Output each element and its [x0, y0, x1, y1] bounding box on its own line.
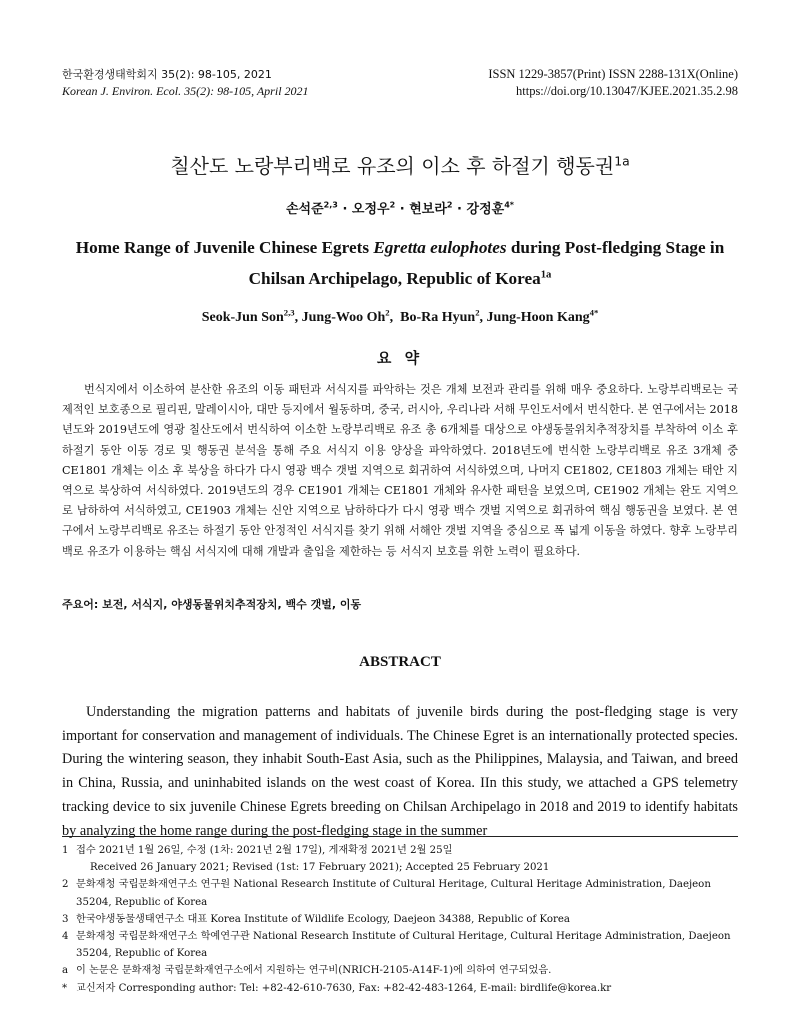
- footnote-4: 4 문화재청 국립문화재연구소 학예연구관 National Research Institute of Cultural Heritage, Cultural Heritage Administration, Daejeon 35204, Republic of Korea: [62, 931, 731, 960]
- footnote-3: 3 한국야생동물생태연구소 대표 Korea Institute of Wildlife Ecology, Daejeon 34388, Republic of Korea: [62, 913, 570, 925]
- journal-citation-ko: 한국환경생태학회지 35(2): 98-105, 2021: [62, 68, 272, 81]
- title-korean: [0, 150, 800, 179]
- abstract-english-text: Understanding the migration patterns and habitats of juvenile birds during the post-fledging stage is very important for conservation and management of individuals. The Chinese Egret is an internationally protected species. During the wintering season, they inhabit South-East Asia, such as the Philippines, Malaysia, and Taiwan, and breed in China, Russia, and uninhabited islands on the west coast of Korea. IIn this study, we attached a GPS telemetry tracking device to six juvenile Chinese Egrets breeding on Chilsan Archipelago in 2018 and 2019 to identify habitats by analyzing the home range during the post-fledging stage in the summer: [62, 704, 738, 839]
- title-korean-sup: 1a: [614, 153, 630, 169]
- issn-doi-header: [488, 66, 738, 100]
- author-en: Jung-Hoon Kang$^{4*}$: [486, 307, 599, 325]
- author-en: Jung-Woo Oh$^2$: [301, 307, 390, 325]
- abstract-korean-text: 번식지에서 이소하여 분산한 유조의 이동 패턴과 서식지를 파악하는 것은 개체 보전과 관리를 위해 매우 중요하다. 노랑부리백로는 국제적인 보호종으로 필리핀, 말레이시아, 대만 등지에서 월동하며, 중국, 러시아, 우리나라 서해 무인도서에서 번식한다. 본 연구에서는 2018년도와 2019년도에 영광 칠산도에서 번식하여 이소한 노랑부리백로 유조 총 6개체를 대상으로 야생동물위치추적장치를 부착하여 이소 후 하절기 동안 이동 경로 및 행동권 분석을 통해 주요 서식지 이용 양상을 파악하였다. 2018년도에 번식한 노랑부리백로 유조 3개체 중 CE1801 개체는 이소 후 북상을 하다가 다시 영광 백수 갯벌 지역으로 회귀하여 서식하였으며, 나머지 CE1802, CE1803 개체는 태안 지역으로 북상하여 서식하였다. 2019년도의 경우 CE1901 개체는 CE1801 개체와 유사한 패턴을 보였으며, CE1902 개체는 완도 지역으로 남하하여 서식하였고, CE1903 개체는 신안 지역으로 남하하다가 다시 영광 백수 갯벌 지역으로 회귀하여 핵심 행동권을 보였다. 본 연구에서 노랑부리백로 유조는 하절기 동안 안정적인 서식지를 찾기 위해 서해안 갯벌 지역을 중심으로 폭 넓게 이동을 하였다. 향후 노랑부리백로 유조가 이용하는 핵심 서식지에 대해 개발과 출입을 제한하는 등 서식지 보호를 위한 노력이 필요하다.: [62, 383, 738, 558]
- author-en: Bo-Ra Hyun$^2$: [400, 307, 480, 325]
- author-separator: ·: [337, 202, 352, 217]
- abstract-korean-heading: 요 약: [376, 349, 424, 367]
- journal-header: [62, 66, 309, 100]
- author-separator: ·: [452, 202, 467, 217]
- species-name: Egretta eulophotes: [373, 238, 507, 257]
- issn: ISSN 1229-3857(Print) ISSN 2288-131X(Online): [488, 67, 738, 81]
- footnote-2: 2 문화재청 국립문화재연구소 연구원 National Research Institute of Cultural Heritage, Cultural Heritage Administration, Daejeon 35204, Republic of Korea: [62, 879, 711, 908]
- footnote-a: a 이 논문은 문화재청 국립문화재연구소에서 지원하는 연구비(NRICH-2105-A14F-1)에 의하여 연구되었음.: [62, 965, 552, 977]
- abstract-english-heading: ABSTRACT: [359, 654, 441, 670]
- journal-citation-en: Korean J. Environ. Ecol. 35(2): 98-105, April 2021: [62, 84, 309, 98]
- footnotes: [62, 842, 738, 997]
- authors-english: Seok-Jun Son$^{2,3}$, Jung-Woo Oh$^2$, Bo-Ra Hyun$^2$, Jung-Hoon Kang$^{4*}$: [201, 307, 599, 325]
- author-separator: ·: [395, 202, 410, 217]
- footnote-corresponding: * 교신저자 Corresponding author: Tel: +82-42-610-7630, Fax: +82-42-483-1264, E-mail: birdlife@korea.kr: [62, 982, 612, 994]
- footnote-divider: [62, 836, 738, 837]
- title-korean-text: 칠산도 노랑부리백로 유조의 이소 후 하절기 행동권: [170, 154, 615, 178]
- footnote-1: 1 접수 2021년 1월 26일, 수정 (1차: 2021년 2월 17일), 게재확정 2021년 2월 25일 Received 26 January 2021; Revised (1st: 17 February 2021); Accepted 25 February 2021: [62, 845, 550, 874]
- author-ko: 현보라$^2$: [409, 200, 453, 217]
- authors-korean: [0, 198, 800, 217]
- author-ko: 오정우$^2$: [351, 200, 396, 217]
- keywords-korean: 주요어: 보전, 서식지, 야생동물위치추적장치, 백수 갯벌, 이동: [62, 598, 362, 611]
- doi-link[interactable]: https://doi.org/10.13047/KJEE.2021.35.2.98: [516, 84, 738, 98]
- author-ko: 손석준$^{2,3}$: [285, 200, 338, 217]
- title-english: Home Range of Juvenile Chinese Egrets Egretta eulophotes during Post-fledging Stage in Chilsan Archipelago, Republic of Korea$^{1a}$: [75, 238, 725, 288]
- author-ko: 강정훈$^{4*}$: [466, 200, 515, 217]
- author-en: Seok-Jun Son$^{2,3}$: [201, 307, 295, 325]
